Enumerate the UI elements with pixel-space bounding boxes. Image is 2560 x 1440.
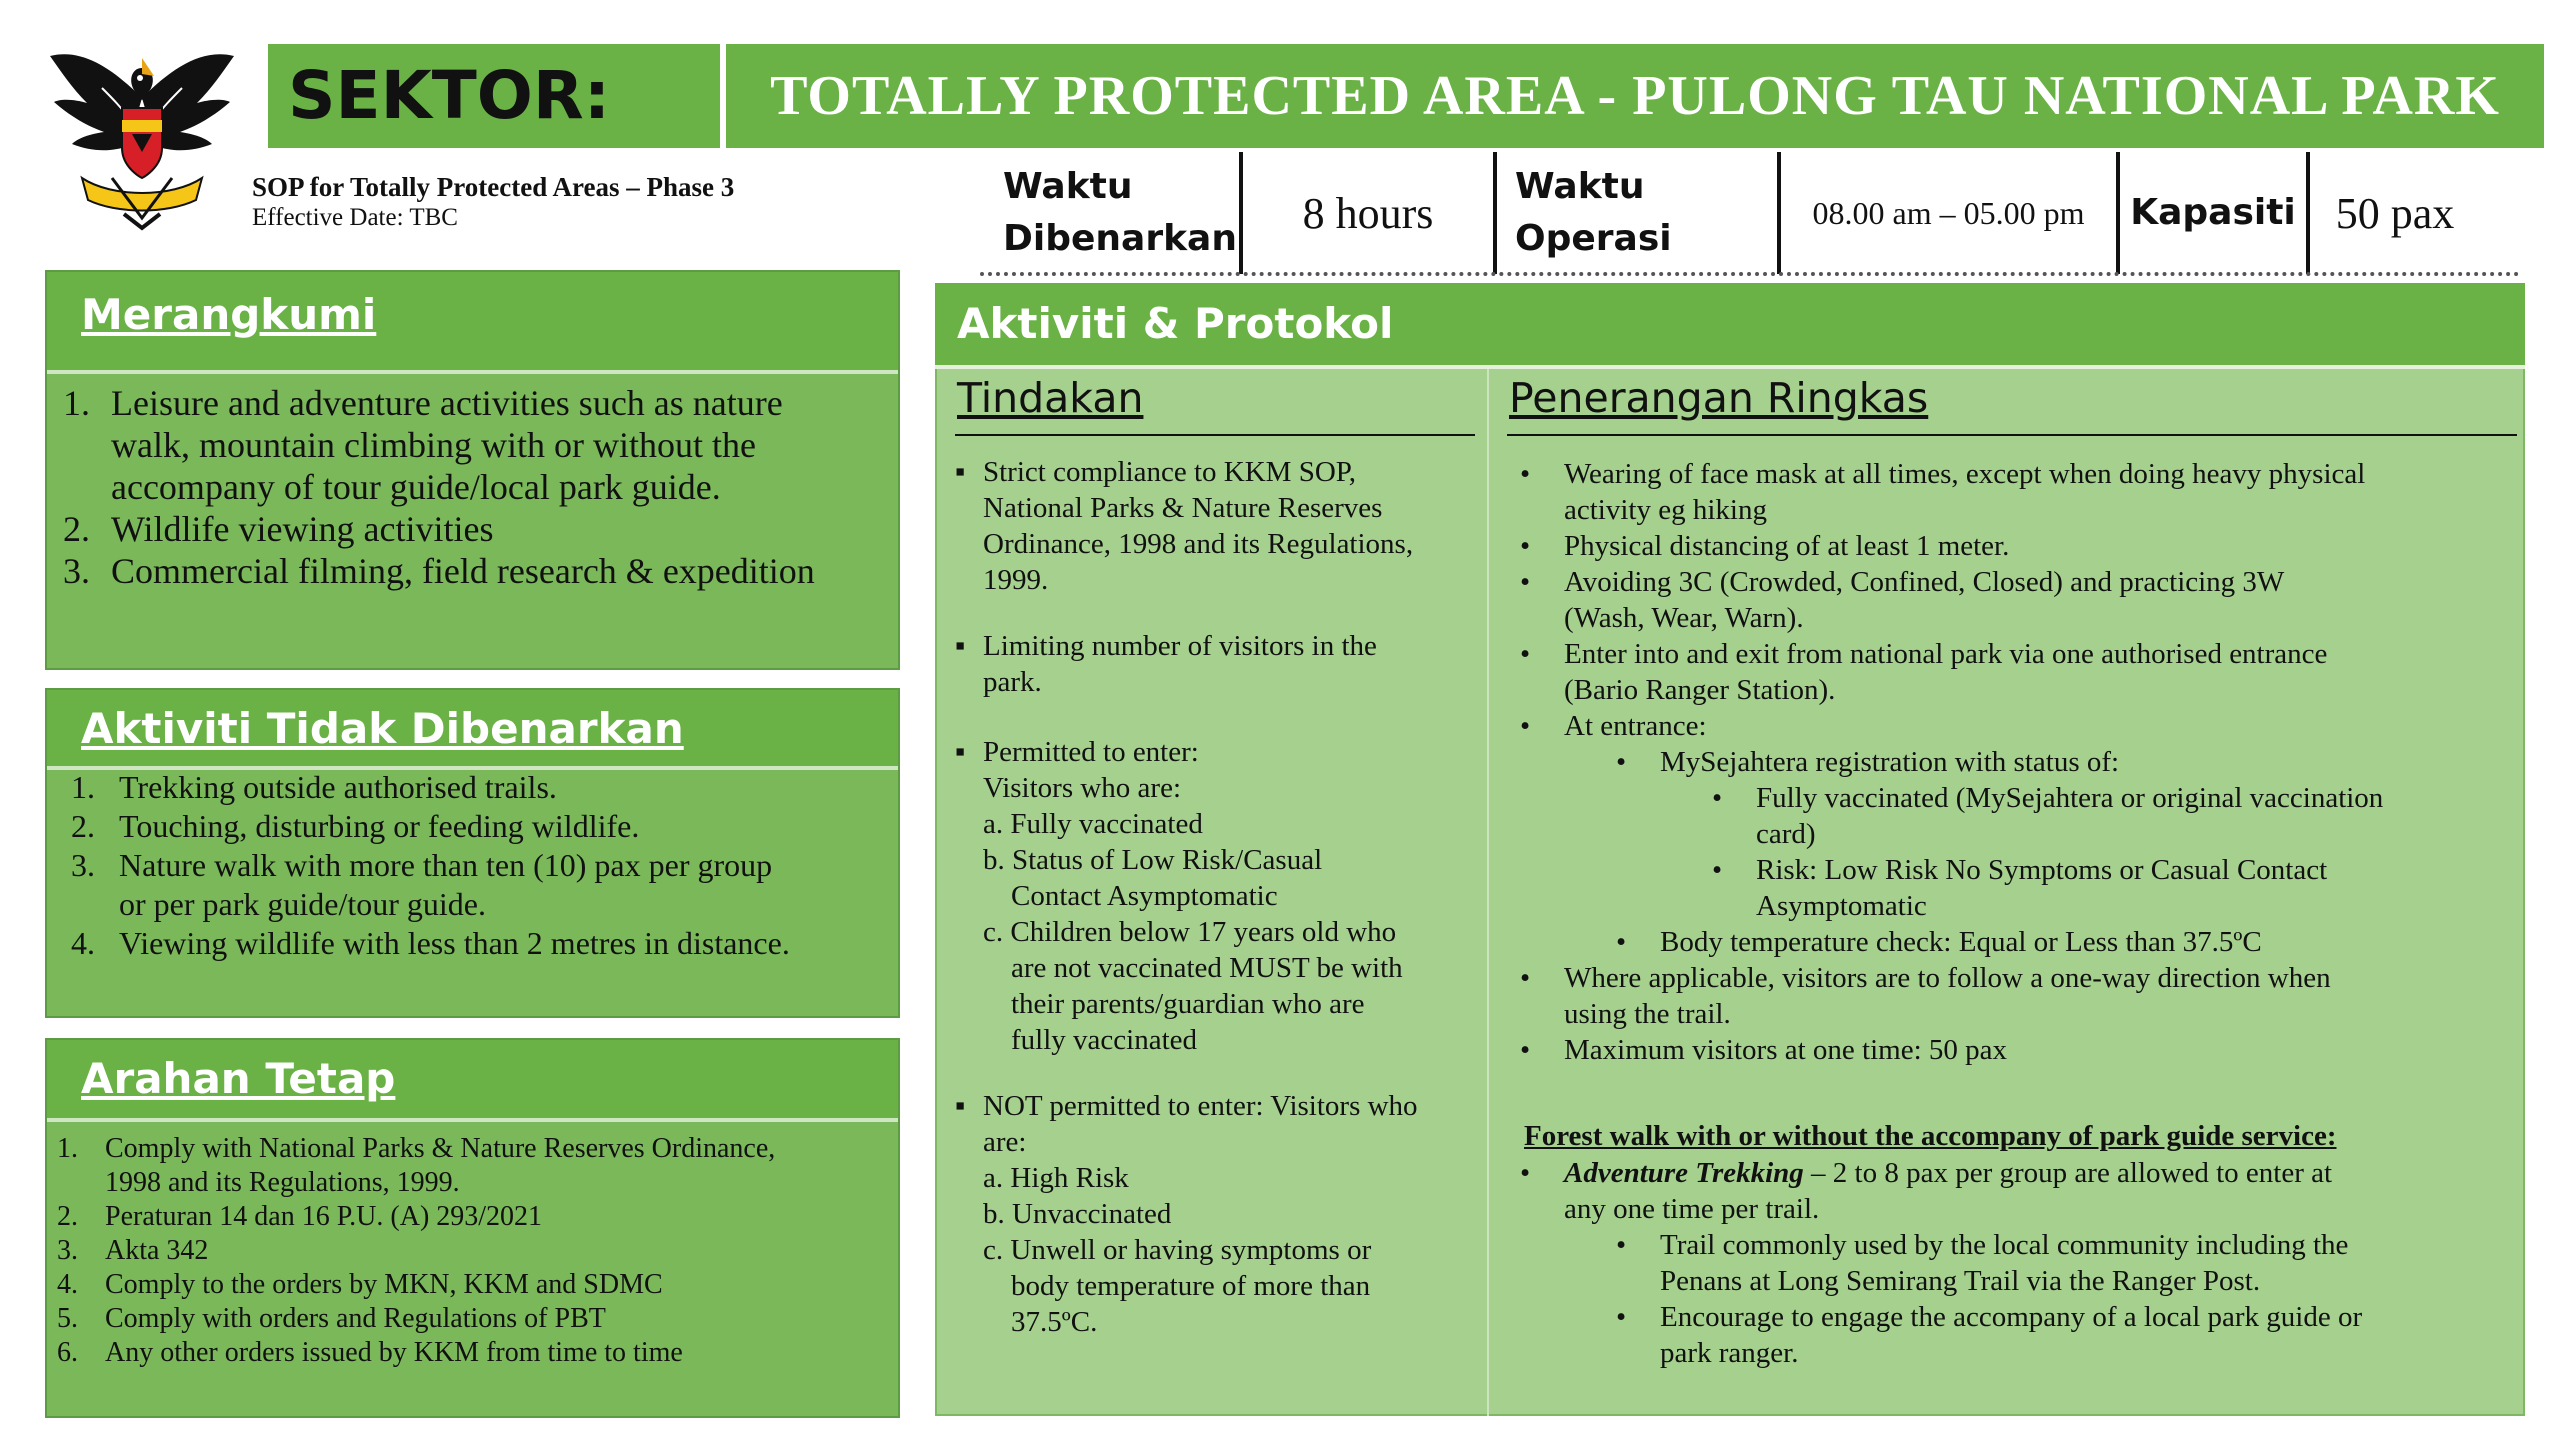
text-line: Wearing of face mask at all times, except when doing heavy physical [1564,458,2366,490]
penerangan-item-5a1 [1712,780,2515,852]
round-bullet-icon: • [1520,566,1531,598]
waktu-operasi-label [1515,152,1775,274]
penerangan-item-5b-text [1660,924,2515,960]
waktu-operasi-label-line2: Operasi [1515,218,1672,259]
text-line: c. Children below 17 years old who [983,916,1397,948]
list-item-text: Comply with National Parks & Nature Reserves Ordinance, [105,1133,776,1164]
text-line: NOT permitted to enter: Visitors who [983,1090,1418,1122]
list-item [63,508,893,550]
arahan-tetap-title: Arahan Tetap [81,1054,396,1103]
waktu-dibenarkan-label [1003,152,1243,274]
column-divider [1487,369,1489,1416]
penerangan-title-rule [1507,434,2517,436]
list-item-text: Commercial filming, field research & expedition [111,551,815,591]
text-line: MySejahtera registration with status of: [1660,746,2120,778]
list-item [71,768,891,807]
text-line: Body temperature check: Equal or Less than 37.5ºC [1660,926,2262,958]
square-bullet-icon: ▪ [955,1090,966,1122]
tindakan-bullet-3-b [983,842,1485,914]
text-line: Strict compliance to KKM SOP, [983,456,1356,488]
sarawak-emblem-logo [42,28,242,233]
kapasiti-value [2310,152,2480,274]
round-bullet-icon: • [1520,638,1531,670]
tidak-dibenarkan-title: Aktiviti Tidak Dibenarkan [81,704,684,753]
list-item [71,807,891,846]
penerangan-item-2-text [1564,528,2515,564]
list-item-number: 6. [57,1337,78,1368]
text-line: Risk: Low Risk No Symptoms or Casual Contact [1756,854,2328,886]
forest-walk-bullets [1520,1155,2515,1371]
sop-phase-line: SOP for Totally Protected Areas – Phase 3 [252,172,735,202]
tindakan-bullet-4-c [983,1232,1485,1340]
encourage-item-text [1660,1299,2515,1371]
list-item-text: Akta 342 [105,1235,209,1266]
text-line: Encourage to engage the accompany of a local park guide or [1660,1301,2363,1333]
list-item-number: 5. [57,1303,78,1334]
list-item-text: walk, mountain climbing with or without the [111,425,756,465]
tindakan-bullet-4-b [983,1196,1485,1232]
trail-item-text [1660,1227,2515,1299]
penerangan-item-1-text [1564,456,2515,528]
text-line: b. Unvaccinated [983,1198,1172,1230]
waktu-operasi-label-line1: Waktu [1515,166,1645,207]
trail-item [1616,1227,2515,1299]
list-item-text: Peraturan 14 dan 16 P.U. (A) 293/2021 [105,1201,543,1232]
tidak-dibenarkan-panel [45,688,900,1018]
waktu-operasi-value-text: 08.00 am – 05.00 pm [1812,194,2085,231]
penerangan-item-5a-text [1660,744,2515,780]
list-item [71,924,891,963]
info-separator [1493,152,1497,274]
waktu-dibenarkan-label-line1: Waktu [1003,166,1133,207]
list-item-number: 3. [63,551,90,591]
merangkumi-title: Merangkumi [81,290,377,339]
round-bullet-icon: • [1520,710,1531,742]
aktiviti-protokol-title: Aktiviti & Protokol [957,299,1394,348]
tindakan-bullet-4-head [983,1088,1485,1160]
tindakan-bullet-4-a [983,1160,1485,1196]
round-bullet-icon: • [1616,1229,1627,1261]
text-line: Limiting number of visitors in the [983,630,1377,662]
penerangan-item-5a2-text [1756,852,2515,924]
penerangan-item-1 [1520,456,2515,528]
list-item [63,382,893,508]
kapasiti-value-text: 50 pax [2335,188,2455,238]
info-row-dotted-rule [980,272,2520,276]
round-bullet-icon: • [1712,782,1723,814]
penerangan-item-6 [1520,960,2515,1032]
effective-date-line: Effective Date: TBC [252,204,458,231]
penerangan-item-5a1-text [1756,780,2515,852]
forest-walk-heading: Forest walk with or without the accompany of park guide service: [1524,1120,2337,1152]
penerangan-item-7 [1520,1032,2515,1068]
penerangan-title: Penerangan Ringkas [1509,374,1929,422]
arahan-tetap-panel [45,1038,900,1418]
text-line: Contact Asymptomatic [1011,880,1278,912]
penerangan-item-2 [1520,528,2515,564]
text-line: fully vaccinated [1011,1024,1197,1056]
merangkumi-panel [45,270,900,670]
text-line: Physical distancing of at least 1 meter. [1564,530,2010,562]
text-line: a. High Risk [983,1162,1129,1194]
penerangan-item-5a [1616,744,2515,780]
tindakan-bullet-2 [955,628,1485,700]
round-bullet-icon: • [1520,458,1531,490]
sektor-label: SEKTOR: [288,57,611,134]
round-bullet-icon: • [1616,746,1627,778]
list-item-number: 3. [71,847,95,883]
round-bullet-icon: • [1520,962,1531,994]
penerangan-item-4-text [1564,636,2515,708]
waktu-dibenarkan-value-text: 8 hours [1302,188,1434,238]
kapasiti-label-text: Kapasiti [2130,192,2296,233]
round-bullet-icon: • [1520,1034,1531,1066]
list-item-text: or per park guide/tour guide. [119,886,486,922]
round-bullet-icon: • [1520,530,1531,562]
list-item [57,1268,897,1302]
text-line: Penans at Long Semirang Trail via the Ranger Post. [1660,1265,2261,1297]
list-item-number: 1. [71,769,95,805]
penerangan-item-6-text [1564,960,2515,1032]
waktu-dibenarkan-value [1243,152,1493,274]
round-bullet-icon: • [1520,1157,1531,1189]
waktu-operasi-value [1781,152,2116,274]
adventure-trekking-rest-2: any one time per trail. [1564,1193,1820,1225]
square-bullet-icon: ▪ [955,630,966,662]
adventure-trekking-rest: – 2 to 8 pax per group are allowed to enter at [1803,1157,2333,1189]
merangkumi-list [63,382,893,592]
square-bullet-icon: ▪ [955,456,966,488]
list-item-number: 2. [57,1201,78,1232]
text-line: Ordinance, 1998 and its Regulations, [983,528,1414,560]
text-line: Where applicable, visitors are to follow a one-way direction when [1564,962,2331,994]
penerangan-item-5b [1616,924,2515,960]
text-line: Fully vaccinated (MySejahtera or original vaccination [1756,782,2384,814]
text-line: 1999. [983,564,1049,596]
text-line: Trail commonly used by the local community including the [1660,1229,2349,1261]
list-item-number: 4. [71,925,95,961]
round-bullet-icon: • [1616,1301,1627,1333]
list-item [57,1336,897,1370]
list-item [57,1132,897,1200]
list-item-number: 4. [57,1269,78,1300]
list-item-text: Touching, disturbing or feeding wildlife. [119,808,640,844]
encourage-item [1616,1299,2515,1371]
list-item-text: Any other orders issued by KKM from time to time [105,1337,683,1368]
tindakan-bullet-4 [955,1088,1485,1340]
list-item [63,550,893,592]
list-item-text: Leisure and adventure activities such as nature [111,383,783,423]
tindakan-bullet-1 [955,454,1485,598]
arahan-tetap-list [57,1132,897,1370]
penerangan-item-7-text [1564,1032,2515,1068]
text-line: are not vaccinated MUST be with [1011,952,1403,984]
list-item-text: Wildlife viewing activities [111,509,494,549]
list-item-text: 1998 and its Regulations, 1999. [105,1167,460,1198]
list-item-text: accompany of tour guide/local park guide. [111,467,721,507]
list-item-number: 1. [57,1133,78,1164]
text-line: 37.5ºC. [1011,1306,1098,1338]
list-item [57,1200,897,1234]
round-bullet-icon: • [1616,926,1627,958]
kapasiti-label [2120,152,2306,274]
list-item-number: 2. [71,808,95,844]
list-item [71,846,891,924]
text-line: their parents/guardian who are [1011,988,1365,1020]
adventure-trekking-title: Adventure Trekking [1564,1157,1804,1189]
text-line: (Bario Ranger Station). [1564,674,1836,706]
text-line: activity eg hiking [1564,494,1767,526]
text-line: are: [983,1126,1027,1158]
round-bullet-icon: • [1712,854,1723,886]
list-item-text: Nature walk with more than ten (10) pax per group [119,847,773,883]
penerangan-item-3 [1520,564,2515,636]
list-item-text: Viewing wildlife with less than 2 metres in distance. [119,925,790,961]
text-line: a. Fully vaccinated [983,808,1203,840]
text-line: National Parks & Nature Reserves [983,492,1383,524]
list-item [57,1302,897,1336]
penerangan-item-3-text [1564,564,2515,636]
waktu-dibenarkan-label-line2: Dibenarkan [1003,218,1237,259]
text-line: Avoiding 3C (Crowded, Confined, Closed) and practicing 3W [1564,566,2285,598]
adventure-trekking-item [1520,1155,2515,1227]
header-divider [935,365,2525,369]
penerangan-bullets [1520,456,2515,1068]
text-line: Enter into and exit from national park via one authorised entrance [1564,638,2328,670]
tindakan-bullet-1-text [983,454,1485,598]
text-line: card) [1756,818,1816,850]
tindakan-title-rule [955,434,1475,436]
list-item-text: Trekking outside authorised trails. [119,769,557,805]
square-bullet-icon: ▪ [955,736,966,768]
text-line: Maximum visitors at one time: 50 pax [1564,1034,2008,1066]
tindakan-title: Tindakan [957,374,1144,422]
list-item-text: Comply with orders and Regulations of PBT [105,1303,606,1334]
text-line: b. Status of Low Risk/Casual [983,844,1323,876]
text-line: park. [983,666,1042,698]
list-item-number: 2. [63,509,90,549]
text-line: park ranger. [1660,1337,1799,1369]
text-line: c. Unwell or having symptoms or [983,1234,1372,1266]
tindakan-bullet-3-c [983,914,1485,1058]
tindakan-bullet-3 [955,734,1485,1058]
text-line: (Wash, Wear, Warn). [1564,602,1804,634]
tindakan-bullet-3-head [983,734,1485,806]
penerangan-item-5a2 [1712,852,2515,924]
tindakan-bullet-3-a [983,806,1485,842]
list-item-number: 1. [63,383,90,423]
list-item [57,1234,897,1268]
text-line: Permitted to enter: [983,736,1199,768]
text-line: body temperature of more than [1011,1270,1371,1302]
tindakan-bullet-2-text [983,628,1485,700]
penerangan-item-4 [1520,636,2515,708]
tidak-dibenarkan-list [71,768,891,963]
list-item-number: 3. [57,1235,78,1266]
page-title: TOTALLY PROTECTED AREA - PULONG TAU NATIONAL PARK [770,65,2500,127]
text-line: Asymptomatic [1756,890,1927,922]
text-line: Visitors who are: [983,772,1182,804]
penerangan-item-5 [1520,708,2515,744]
penerangan-item-5-text [1564,708,2515,744]
list-item-text: Comply to the orders by MKN, KKM and SDMC [105,1269,663,1300]
text-line: using the trail. [1564,998,1731,1030]
text-line: At entrance: [1564,710,1707,742]
